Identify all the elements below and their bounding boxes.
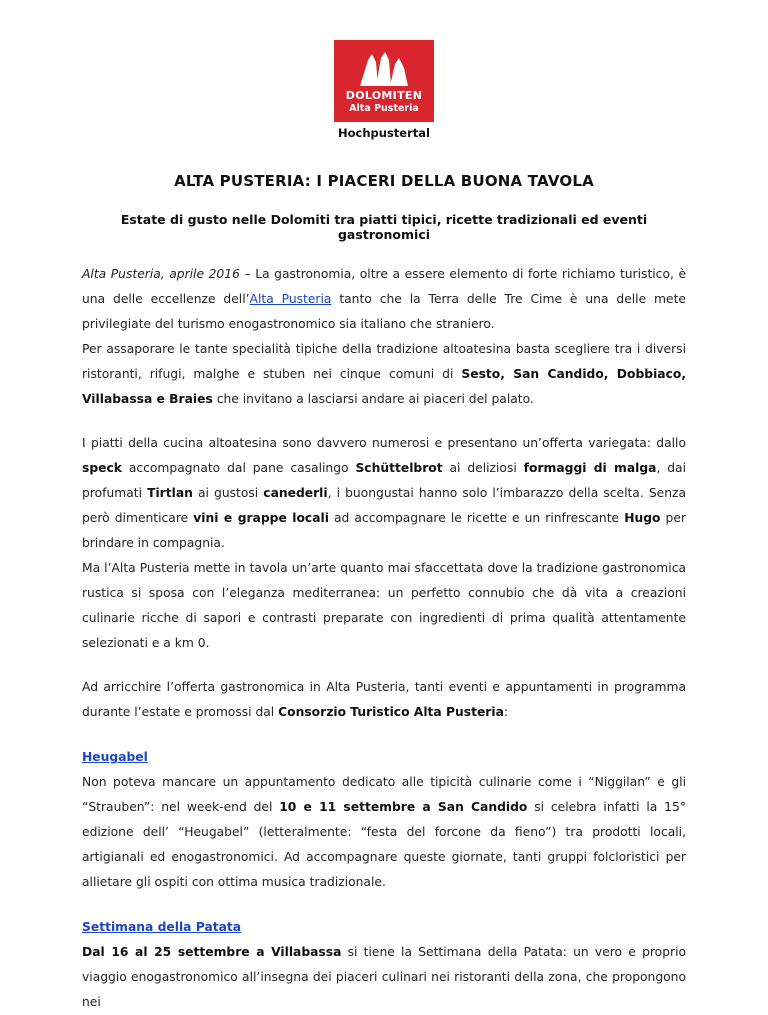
heugabel-heading-link[interactable]: Heugabel [82, 750, 148, 764]
logo-badge [334, 40, 434, 122]
logo-line2: Alta Pusteria [349, 103, 419, 114]
patata-heading-link[interactable]: Settimana della Patata [82, 920, 242, 934]
logo-subtitle: Hochpustertal [338, 126, 430, 140]
paragraph-restaurants: Per assaporare le tante specialità tipiche della tradizione altoatesina basta scegliere tra i diversi ristoranti, rifugi, malghe e stuben nei cinque comuni di Sesto, San Candido, Dobbiaco, Villabassa e Braies che invitano a lasciarsi andare ai piaceri del palato. [82, 342, 686, 406]
dateline: Alta Pusteria, aprile 2016 [82, 267, 240, 281]
alta-pusteria-link[interactable]: Alta Pusteria [249, 292, 332, 306]
document-title: ALTA PUSTERIA: I PIACERI DELLA BUONA TAVOLA [174, 172, 594, 190]
paragraph-patata: Dal 16 al 25 settembre a Villabassa si tiene la Settimana della Patata: un vero e proprio viaggio enogastronomico all’insegna dei piaceri culinari nei ristoranti della zona, che propongono nei [82, 945, 687, 1009]
three-peaks-icon [358, 50, 410, 88]
logo-line1: DOLOMITEN [345, 89, 423, 102]
paragraph-events: Ad arricchire l’offerta gastronomica in Alta Pusteria, tanti eventi e appuntamenti in programma durante l’estate e promossi dal Consorzio Turistico Alta Pusteria: [82, 680, 686, 719]
paragraph-dishes: I piatti della cucina altoatesina sono davvero numerosi e presentano un’offerta variegata: dallo speck accompagnato dal pane casalingo Schüttelbrot ai deliziosi formaggi di malga, dai profumati Tirtlan ai gustosi canederli, i buongustai hanno solo l’imbarazzo della scelta. Senza però dimenticare vini e grappe locali ad accompagnare le ricette e un rinfrescante Hugo per brindare in compagnia. [82, 436, 686, 550]
paragraph-intro: Alta Pusteria, aprile 2016 – La gastronomia, oltre a essere elemento di forte richiamo turistico, è una delle eccellenze dell’Alta Pusteria tanto che la Terra delle Tre Cime è una delle mete privilegiate del turismo enogastronomico sia italiano che straniero. [82, 267, 687, 331]
paragraph-art: Ma l’Alta Pusteria mette in tavola un’arte quanto mai sfaccettata dove la tradizione gastronomica rustica si sposa con l’eleganza mediterranea: un perfetto connubio che dà vita a creazioni culinarie ricche di sapori e contrasti preparate con ingredienti di prima qualità attentamente selezionati e a km 0. [82, 561, 686, 650]
logo [324, 40, 444, 140]
document-subtitle: Estate di gusto nelle Dolomiti tra piatti tipici, ricette tradizionali ed eventi gastronomici [120, 212, 648, 242]
paragraph-heugabel: Non poteva mancare un appuntamento dedicato alle tipicità culinarie come i “Niggilan” e gli “Strauben”: nel week-end del 10 e 11 settembre a San Candido si celebra infatti la 15° edizione dell’ “Heugabel” (letteralmente: “festa del forcone da fieno”) tra prodotti locali, artigianali ed enogastronomici. Ad accompagnare queste giornate, tanti gruppi folcloristici per allietare gli ospiti con ottima musica tradizionale. [82, 775, 686, 889]
document-body [82, 172, 686, 1015]
